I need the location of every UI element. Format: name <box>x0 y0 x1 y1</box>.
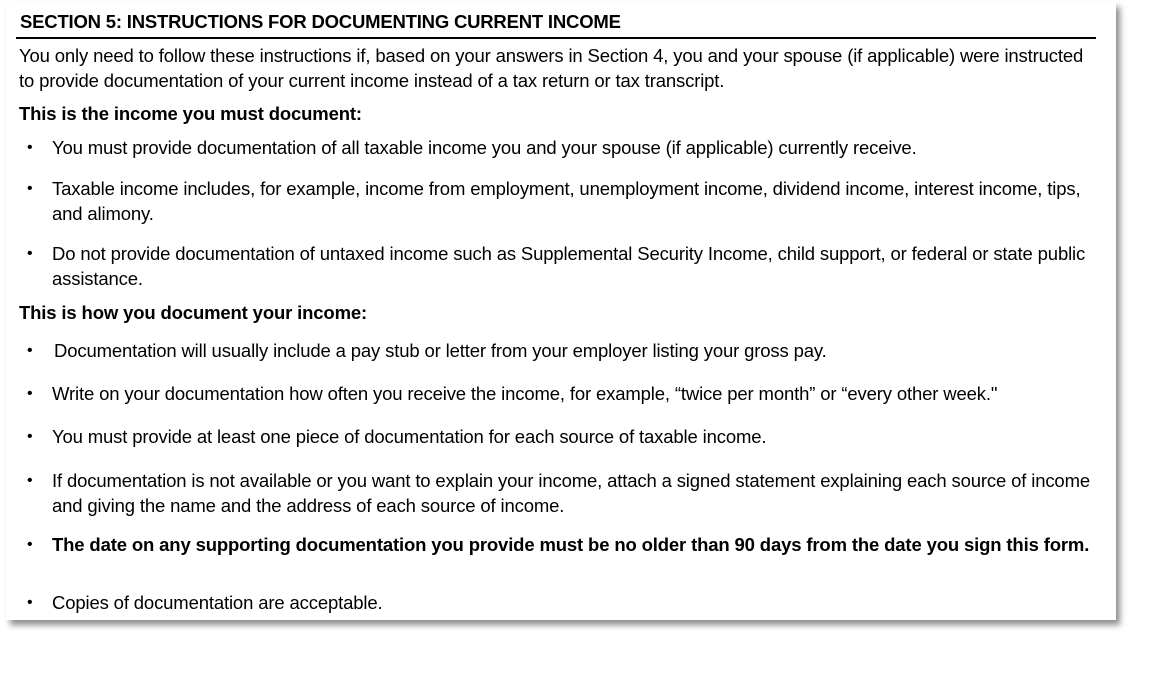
bullet-icon: • <box>27 472 33 489</box>
section-title: SECTION 5: INSTRUCTIONS FOR DOCUMENTING CURRENT INCOME <box>20 11 621 32</box>
list-item-text: The date on any supporting documentation you provide must be no older than 90 days from the date you sign this form. <box>52 534 1090 555</box>
document-page <box>6 2 1116 620</box>
list-item-text: Documentation will usually include a pay stub or letter from your employer listing your gross pay. <box>54 340 827 361</box>
list-item-text: If documentation is not available or you want to explain your income, attach a signed statement explaining each source of income and giving the name and the address of each source of income. <box>52 470 1090 516</box>
bullet-icon: • <box>27 245 33 262</box>
bullet-icon: • <box>27 536 33 553</box>
list-item-text: You must provide at least one piece of documentation for each source of taxable income. <box>52 426 767 447</box>
bullet-icon: • <box>27 385 33 402</box>
list-item <box>27 591 1102 616</box>
list-item-text: Write on your documentation how often you receive the income, for example, “twice per month” or “every other week." <box>52 383 998 404</box>
list-item <box>27 339 1102 364</box>
list-item <box>27 242 1102 291</box>
list-item-text: Do not provide documentation of untaxed income such as Supplemental Security Income, child support, or federal or state public assistance. <box>52 243 1086 289</box>
title-divider <box>16 37 1096 39</box>
bullet-icon: • <box>27 180 33 197</box>
bullet-icon: • <box>27 428 33 445</box>
bullet-icon: • <box>27 594 33 611</box>
list-item-text: Copies of documentation are acceptable. <box>52 592 383 613</box>
list-item <box>27 425 1102 450</box>
bullet-icon: • <box>27 342 33 359</box>
list-item-text: Taxable income includes, for example, income from employment, unemployment income, dividend income, interest income, tips, and alimony. <box>52 178 1081 224</box>
list-item <box>27 382 1102 407</box>
list-item <box>27 136 1102 161</box>
how-to-document-heading: This is how you document your income: <box>19 302 368 323</box>
list-item <box>27 533 1102 558</box>
intro-paragraph: You only need to follow these instructions if, based on your answers in Section 4, you and your spouse (if applicable) were instructed to provide documentation of your current income instead of a tax return or tax transcript. <box>19 45 1084 91</box>
bullet-icon: • <box>27 139 33 156</box>
list-item <box>27 177 1102 226</box>
list-item <box>27 469 1102 518</box>
income-to-document-heading: This is the income you must document: <box>19 103 362 124</box>
list-item-text: You must provide documentation of all taxable income you and your spouse (if applicable) currently receive. <box>52 137 917 158</box>
